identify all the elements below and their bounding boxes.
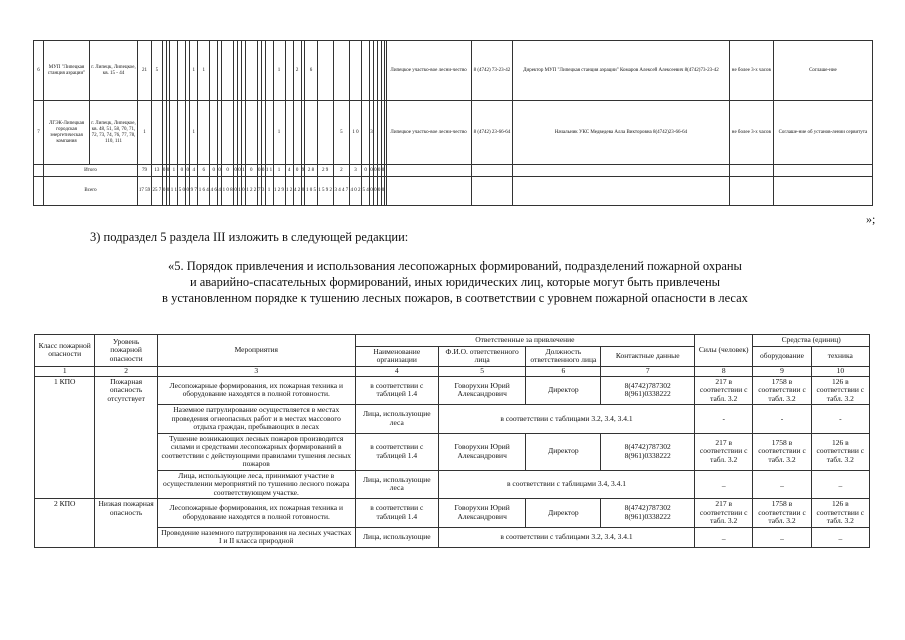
count-cell: 0 — [218, 165, 222, 177]
level-cell: Пожарная опасность отсутствует — [95, 376, 157, 499]
count-cell — [285, 41, 293, 101]
total-label-cell: Всего — [44, 177, 138, 206]
count-cell: 1 2 — [285, 177, 293, 206]
count-cell — [265, 41, 273, 101]
org-cell: Лица, использующие — [355, 527, 438, 547]
forces-cell: 217 в соответствии с табл. 3.2 — [695, 376, 753, 405]
count-cell — [362, 41, 370, 101]
count-cell: 3 4 4 7 — [333, 177, 349, 206]
count-cell: 1 — [265, 177, 273, 206]
count-cell: 3 — [261, 177, 265, 206]
count-cell — [317, 101, 333, 165]
col-number: 1 — [35, 366, 95, 376]
agreement-cell: Соглаше-ние — [773, 41, 872, 101]
empty-cell — [471, 177, 512, 206]
agreement-cell: Соглаше-ние об установ-лении сервитута — [773, 101, 872, 165]
count-cell: 1 — [190, 101, 198, 165]
fio-cell: Говорухин Юрий Александрович — [438, 376, 525, 405]
count-cell — [210, 101, 218, 165]
count-cell: 0 — [370, 177, 374, 206]
row-number-cell — [34, 177, 44, 206]
count-cell: 0 — [222, 165, 234, 177]
reference-span-cell: в соответствии с таблицами 3.4, 3.4.1 — [438, 470, 694, 499]
header-forces: Силы (человек) — [695, 335, 753, 367]
row-number-cell: 6 — [34, 41, 44, 101]
org-cell: в соответствии с таблицей 1.4 — [355, 433, 438, 470]
count-cell: 1 — [198, 41, 210, 101]
col-number: 4 — [355, 366, 438, 376]
fire-level-table — [34, 334, 870, 548]
count-cell: 1 0 8 — [222, 177, 234, 206]
top-table-total-row — [34, 165, 873, 177]
forces-cell: - — [695, 405, 753, 434]
machinery-cell: _ — [811, 470, 869, 499]
count-cell: 0 — [238, 165, 242, 177]
fio-cell: Говорухин Юрий Александрович — [438, 499, 525, 528]
machinery-cell: 126 в соответствии с табл. 3.2 — [811, 499, 869, 528]
count-cell: 1 — [273, 41, 285, 101]
header-org-name: Наименование организации — [355, 346, 438, 366]
header-fio: Ф.И.О. ответственного лица — [438, 346, 525, 366]
header-contacts: Контактные данные — [601, 346, 695, 366]
count-cell — [222, 41, 234, 101]
org-cell: Лица, использующие леса — [355, 405, 438, 434]
count-cell: 1 — [273, 101, 285, 165]
count-cell: 4 — [190, 165, 198, 177]
header-class: Класс пожарной опасности — [35, 335, 95, 367]
organization-cell: МУП "Липецкая станция аэрации" — [44, 41, 90, 101]
position-cell: Директор — [526, 433, 601, 470]
count-cell: 0 — [162, 165, 166, 177]
count-cell — [245, 41, 257, 101]
count-cell: 0 — [370, 165, 374, 177]
count-cell: 0 — [245, 165, 257, 177]
count-cell: 4 0 2 — [349, 177, 361, 206]
organization-cell: ЛГЭК-Липецкая городская энергетическая компания — [44, 101, 90, 165]
col-number: 7 — [601, 366, 695, 376]
top-table — [33, 40, 873, 206]
count-cell: 0 — [301, 177, 305, 206]
class-cell: 1 КПО — [35, 376, 95, 499]
col-number: 9 — [753, 366, 811, 376]
count-cell — [245, 101, 257, 165]
count-cell: 0 — [377, 177, 381, 206]
contacts-cell: 8(4742)787302 8(961)0338222 — [601, 433, 695, 470]
count-cell: 1 — [170, 165, 178, 177]
count-cell: 4 — [285, 165, 293, 177]
count-cell: 5 — [333, 101, 349, 165]
header-measures: Мероприятия — [157, 335, 355, 367]
count-cell: 4 6 — [210, 177, 218, 206]
measure-cell: Лесопожарные формирования, их пожарная техника и оборудование находятся в полной готовности. — [157, 499, 355, 528]
count-cell: 4 2 — [293, 177, 301, 206]
count-cell — [305, 101, 317, 165]
count-cell: 0 — [166, 177, 170, 206]
count-cell — [170, 101, 178, 165]
count-cell — [170, 41, 178, 101]
count-cell — [317, 41, 333, 101]
address-cell: г. Липецк, Липецкое, кв. 15 - 44 — [90, 41, 138, 101]
measure-cell: Тушение возникающих лесных пожаров производится силами и средствами лесопожарных формирований в соответствии с действующими правилами тушения лесных пожаров — [157, 433, 355, 470]
position-cell: Директор — [526, 499, 601, 528]
count-cell — [333, 41, 349, 101]
count-cell: 6 — [305, 41, 317, 101]
count-cell: 0 — [373, 165, 377, 177]
equipment-cell: - — [753, 405, 811, 434]
count-cell: 9 — [301, 165, 305, 177]
count-cell: 4 — [218, 177, 222, 206]
col-number: 5 — [438, 366, 525, 376]
count-cell: 6 — [198, 165, 210, 177]
heading-line: в установленном порядке к тушению лесных пожаров, в соответствии с уровнем пожарной опасности в лесах — [162, 291, 748, 305]
count-cell: 1 6 4 — [198, 177, 210, 206]
count-cell: 0 — [186, 177, 190, 206]
count-cell: 7 — [257, 177, 261, 206]
count-cell — [178, 41, 186, 101]
phone-cell: 8 (4742) 73-23-42 — [471, 41, 512, 101]
header-level: Уровень пожарной опасности — [95, 335, 157, 367]
top-table-row — [34, 41, 873, 101]
section-heading — [60, 258, 850, 306]
count-cell — [198, 101, 210, 165]
row-number-cell: 7 — [34, 101, 44, 165]
count-cell: 0 — [234, 165, 238, 177]
count-cell: 0 — [178, 165, 186, 177]
header-equipment: оборудование — [753, 346, 811, 366]
count-cell: 2 9 — [317, 165, 333, 177]
contacts-cell: 8(4742)787302 8(961)0338222 — [601, 499, 695, 528]
header-machinery: техника — [811, 346, 869, 366]
empty-cell — [513, 177, 730, 206]
contacts-cell: 8(4742)787302 8(961)0338222 — [601, 376, 695, 405]
forces-cell: 217 в соответствии с табл. 3.2 — [695, 433, 753, 470]
count-cell: 21 — [138, 41, 152, 101]
top-table-total-row — [34, 177, 873, 206]
count-cell: 1 — [273, 165, 285, 177]
count-cell: 2 — [333, 165, 349, 177]
count-cell: 0 — [261, 165, 265, 177]
count-cell — [210, 41, 218, 101]
row-number-cell — [34, 165, 44, 177]
header-means: Средства (единиц) — [753, 335, 870, 347]
empty-cell — [773, 177, 872, 206]
address-cell: г. Липецк, Липецкое, кв. 48, 51, 58, 70, 71, 72, 73, 74, 76, 77, 78, 110, 111 — [90, 101, 138, 165]
count-cell: 1 — [238, 177, 242, 206]
forestry-cell: Липецкое участко-вое лесни-чество — [386, 41, 471, 101]
count-cell: 5 4 — [362, 177, 370, 206]
count-cell: 0 — [234, 177, 238, 206]
equipment-cell: 1758 в соответствии с табл. 3.2 — [753, 499, 811, 528]
heading-line: и аварийно-спасательных формирований, иных юридических лиц, которые могут быть привлечены — [189, 275, 721, 289]
count-cell: 1 1 — [170, 177, 178, 206]
col-number: 8 — [695, 366, 753, 376]
empty-cell — [513, 165, 730, 177]
position-cell: Директор — [526, 376, 601, 405]
measure-cell: Проведение наземного патрулирования на лесных участках I и II класса природной — [157, 527, 355, 547]
count-cell: 1 1 — [265, 165, 273, 177]
empty-cell — [386, 177, 471, 206]
machinery-cell: - — [811, 405, 869, 434]
count-cell: 79 — [138, 165, 152, 177]
term-cell: не более 3-х часов — [729, 101, 773, 165]
count-cell: 1 5 9 2 — [317, 177, 333, 206]
count-cell — [178, 101, 186, 165]
empty-cell — [729, 165, 773, 177]
empty-cell — [773, 165, 872, 177]
count-cell: 1 — [190, 41, 198, 101]
closing-quote: »; — [866, 212, 876, 226]
empty-cell — [386, 165, 471, 177]
heading-line: «5. Порядок привлечения и использования лесопожарных формирований, подразделений пожарной охраны — [168, 259, 742, 273]
count-cell: 5 0 — [178, 177, 186, 206]
contact-person-cell: Директор МУП "Липецкая станция аэрации" Комаров Алексей Алексеевич 8(4742)73-23-42 — [513, 41, 730, 101]
machinery-cell: 126 в соответствии с табл. 3.2 — [811, 433, 869, 470]
count-cell: 1 2 9 — [273, 177, 285, 206]
count-cell — [293, 101, 301, 165]
fio-cell: Говорухин Юрий Александрович — [438, 433, 525, 470]
measure-cell: Лесопожарные формирования, их пожарная техника и оборудование находятся в полной готовности. — [157, 376, 355, 405]
count-cell — [265, 101, 273, 165]
count-cell: 13 — [152, 165, 163, 177]
count-cell — [349, 41, 361, 101]
empty-cell — [729, 177, 773, 206]
col-number: 6 — [526, 366, 601, 376]
measure-cell: Наземное патрулирование осуществляется в местах проведения огнеопасных работ и в местах массового отдыха граждан, пребывающих в лесах — [157, 405, 355, 434]
count-cell: 1 — [138, 101, 152, 165]
reference-span-cell: в соответствии с таблицами 3.2, 3.4, 3.4.1 — [438, 527, 694, 547]
count-cell: 0 — [373, 177, 377, 206]
forestry-cell: Липецкое участко-вое лесни-чество — [386, 101, 471, 165]
count-cell: 1 0 — [349, 101, 361, 165]
equipment-cell: 1758 в соответствии с табл. 3.2 — [753, 376, 811, 405]
count-cell — [362, 101, 370, 165]
count-cell: 0 — [257, 165, 261, 177]
machinery-cell: 126 в соответствии с табл. 3.2 — [811, 376, 869, 405]
count-cell: 0 — [381, 165, 385, 177]
count-cell: 2 — [293, 41, 301, 101]
term-cell: не более 3-х часов — [729, 41, 773, 101]
equipment-cell: 1758 в соответствии с табл. 3.2 — [753, 433, 811, 470]
subsection-instruction: 3) подраздел 5 раздела III изложить в следующей редакции: — [90, 230, 409, 244]
count-cell: 3 — [370, 101, 374, 165]
count-cell: 25 7 — [152, 177, 163, 206]
count-cell — [285, 101, 293, 165]
count-cell: 1 2 2 — [245, 177, 257, 206]
count-cell: 9 7 — [190, 177, 198, 206]
reference-span-cell: в соответствии с таблицами 3.2, 3.4, 3.4.1 — [438, 405, 694, 434]
col-number: 2 — [95, 366, 157, 376]
header-responsible: Ответственные за привлечение — [355, 335, 694, 347]
count-cell: 0 — [377, 165, 381, 177]
class-cell: 2 КПО — [35, 499, 95, 548]
count-cell: 0 — [381, 177, 385, 206]
count-cell — [152, 101, 163, 165]
org-cell: в соответствии с таблицей 1.4 — [355, 376, 438, 405]
level-cell: Низкая пожарная опасность — [95, 499, 157, 548]
empty-cell — [471, 165, 512, 177]
machinery-cell: _ — [811, 527, 869, 547]
count-cell: 1 0 5 — [305, 177, 317, 206]
count-cell: 0 — [210, 165, 218, 177]
count-cell: 1 — [241, 165, 245, 177]
count-cell: 2 8 — [305, 165, 317, 177]
col-number: 10 — [811, 366, 869, 376]
count-cell: 5 — [152, 41, 163, 101]
total-label-cell: Итого — [44, 165, 138, 177]
count-cell: 0 — [166, 165, 170, 177]
forces-cell: _ — [695, 470, 753, 499]
measure-cell: Лица, использующие леса, принимают участие в осуществлении мероприятий по тушению лесного пожара соответствующем участке. — [157, 470, 355, 499]
count-cell: 0 — [241, 177, 245, 206]
count-cell: 0 — [362, 165, 370, 177]
org-cell: Лица, использующие леса — [355, 470, 438, 499]
count-cell: 0 — [162, 177, 166, 206]
count-cell — [222, 101, 234, 165]
header-position: Должность ответственного лица — [526, 346, 601, 366]
forces-cell: 217 в соответствии с табл. 3.2 — [695, 499, 753, 528]
count-cell: 0 — [186, 165, 190, 177]
equipment-cell: _ — [753, 527, 811, 547]
count-cell: 0 — [293, 165, 301, 177]
top-table-row — [34, 101, 873, 165]
org-cell: в соответствии с таблицей 1.4 — [355, 499, 438, 528]
col-number: 3 — [157, 366, 355, 376]
phone-cell: 8 (4742) 23-66-64 — [471, 101, 512, 165]
equipment-cell: _ — [753, 470, 811, 499]
count-cell: 3 — [349, 165, 361, 177]
contact-person-cell: Начальник УКС Медведева Алла Викторовна 8(4742)23-66-64 — [513, 101, 730, 165]
count-cell: 17 59 — [138, 177, 152, 206]
forces-cell: _ — [695, 527, 753, 547]
